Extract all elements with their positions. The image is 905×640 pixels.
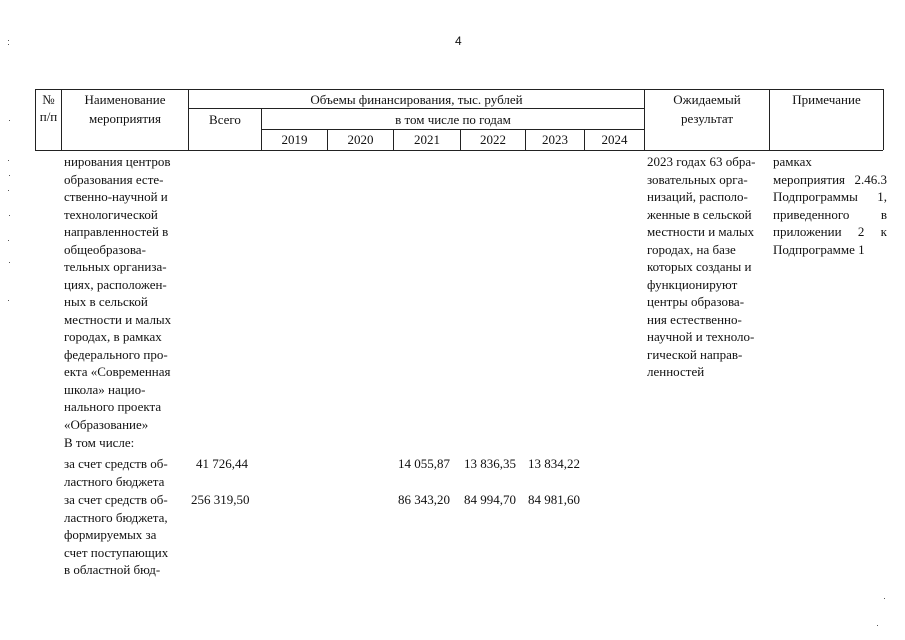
header-name-line2: мероприятия [88,111,161,126]
row-value-2022: 84 994,70 [464,492,516,507]
header-total: Всего [209,112,241,127]
row-total: 41 726,44 [196,456,248,471]
row-value-2021: 14 055,87 [398,456,450,471]
col-border-right [883,89,884,150]
row-value-2023: 84 981,60 [528,492,580,507]
header-year-2021: 2021 [414,132,440,147]
header-year-2023: 2023 [542,132,568,147]
note-text: рамках мероприятия 2.46.3 Подпрограммы 1, приведенного в приложении 2 к Подпрограмме 1 [773,154,887,257]
header-name-line1: Наименование [84,92,166,107]
header-year-2019: 2019 [281,132,308,147]
scan-speck [877,625,878,626]
header-year-2022: 2022 [480,132,506,147]
header-result-line2: результат [680,111,734,126]
expected-result-text: 2023 годах 63 обра- зовательных орга- низаций, располо- женные в сельской местности и малых городах, на базе которых созданы и функционируют центры образова- ния естественно- научной и техноло- гической направ- ленностей [647,154,756,379]
scan-speck [8,240,9,241]
scan-speck [9,175,10,176]
scan-speck [9,120,10,121]
scan-speck [8,44,9,45]
header-year-2024: 2024 [601,132,628,147]
row-label: за счет средств об- ластного бюджета [64,456,168,489]
activity-name-text: нирования центров образования есте- ственно-научной и технологической направленностей в общеобразова- тельных организа- циях, расположен- ных в сельской местности и малых городах, в рамках федерального про- екта «Современная школа» нацио- нального проекта «Образование» [64,154,172,432]
header-note: Примечание [792,92,861,107]
funding-title-underline [188,108,644,109]
header-by-year: в том числе по годам [395,112,511,127]
scan-speck [8,300,9,301]
row-value-2023: 13 834,22 [528,456,580,471]
scan-speck [8,160,9,161]
header-funding-title: Объемы финансирования, тыс. рублей [310,92,523,107]
row-total: 256 319,50 [191,492,250,507]
scan-speck [8,40,9,41]
page-number: 4 [455,34,462,48]
scan-speck [884,598,885,599]
including-label: В том числе: [64,435,135,450]
row-value-2021: 86 343,20 [398,492,450,507]
scan-speck [9,215,10,216]
header-bottom-border [35,150,883,151]
row-value-2022: 13 836,35 [464,456,516,471]
by-year-underline [261,129,644,130]
header-result-line1: Ожидаемый [673,92,741,107]
scan-speck [8,190,9,191]
table-top-border [35,89,883,90]
scan-speck [9,262,10,263]
header-number: № п/п [39,92,58,124]
header-year-2020: 2020 [347,132,374,147]
row-label: за счет средств об- ластного бюджета, формируемых за счет поступающих в областной бюд- [64,492,169,577]
